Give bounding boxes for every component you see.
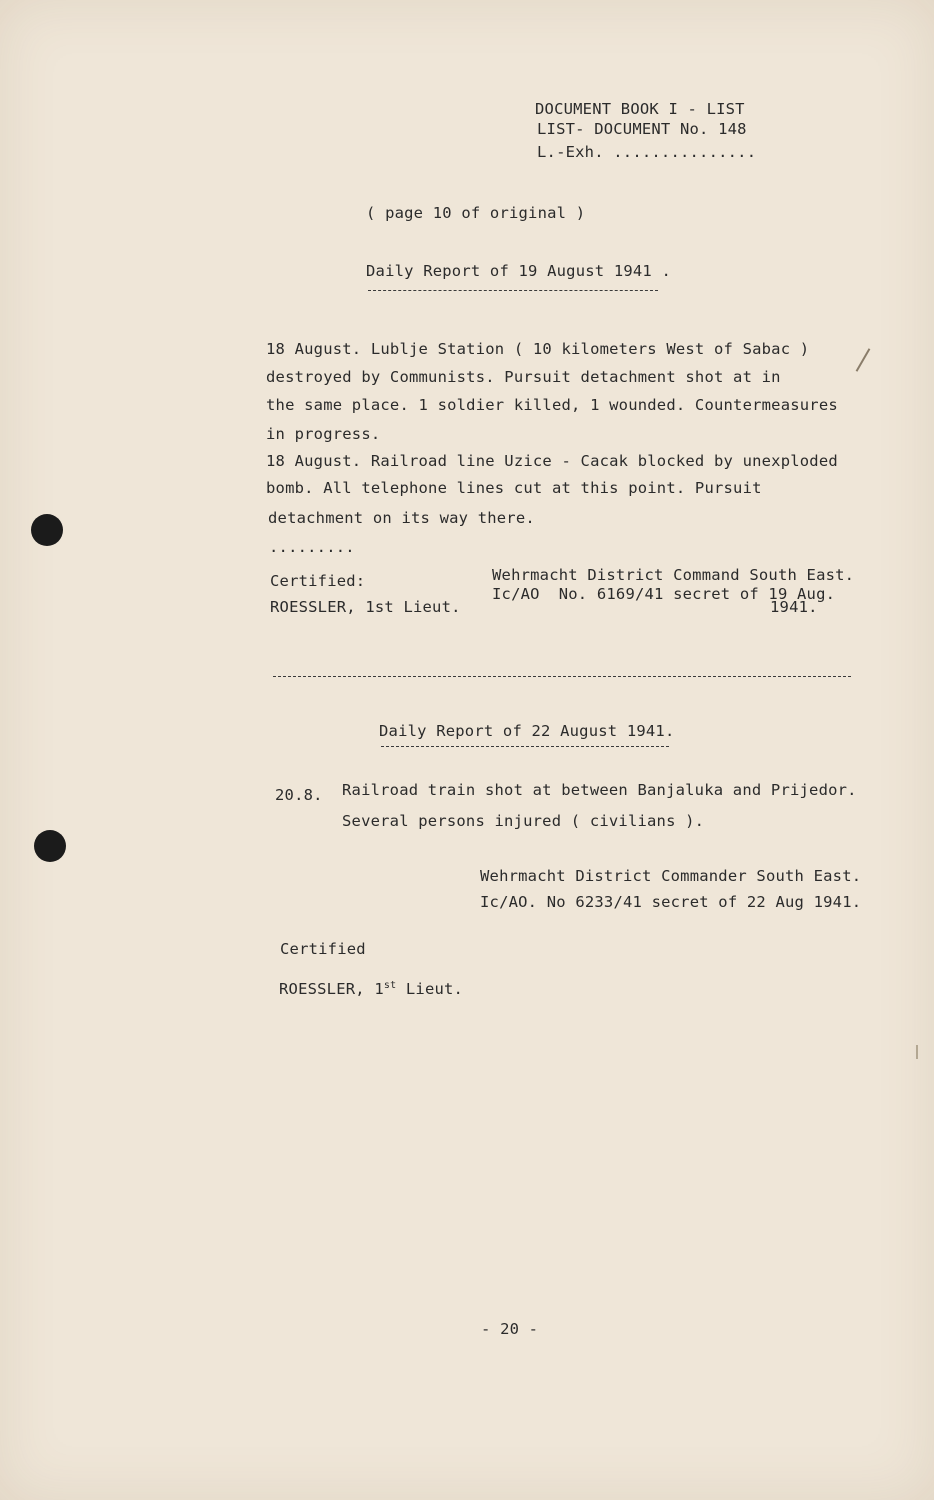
report1-line-7: detachment on its way there. — [268, 509, 535, 527]
report1-title: Daily Report of 19 August 1941 . — [366, 262, 672, 280]
report2-signer-rank-num: 1 — [374, 980, 384, 999]
report2-title: Daily Report of 22 August 1941. — [379, 722, 675, 740]
report2-signer-rank-sup: st — [383, 980, 397, 991]
report1-line-5: 18 August. Railroad line Uzice - Cacak blocked by unexploded — [266, 452, 838, 470]
edge-mark — [916, 1045, 918, 1059]
report2-line-2: Several persons injured ( civilians ). — [342, 812, 705, 830]
report1-line-6: bomb. All telephone lines cut at this point. Pursuit — [266, 479, 762, 497]
report2-command-line-2: Ic/AO. No 6233/41 secret of 22 Aug 1941. — [480, 893, 862, 911]
doc-number-line: LIST- DOCUMENT No. 148 — [537, 120, 747, 138]
report2-line-1: Railroad train shot at between Banjaluka and Prijedor. — [342, 781, 857, 799]
report1-signer: ROESSLER, 1st Lieut. — [270, 598, 461, 616]
report1-command-line-2: Ic/AO No. 6169/41 secret of 19 Aug. — [492, 585, 836, 603]
page-reference: ( page 10 of original ) — [366, 204, 586, 222]
pen-mark — [856, 348, 871, 372]
report1-certified: Certified: — [270, 572, 366, 590]
exhibit-line: L.-Exh. ............... — [537, 143, 757, 161]
binder-hole-bottom — [34, 830, 66, 862]
report2-signer-rank: Lieut. — [405, 980, 464, 999]
page-number: - 20 - — [481, 1320, 539, 1338]
report2-certified: Certified — [280, 940, 366, 958]
report1-line-1: 18 August. Lublje Station ( 10 kilometers West of Sabac ) — [266, 340, 810, 358]
report2-signer — [279, 980, 463, 998]
report1-title-underline — [368, 290, 658, 291]
report2-signer-name: ROESSLER, — [279, 980, 365, 999]
report1-command-line-1: Wehrmacht District Command South East. — [492, 566, 855, 584]
report2-title-underline — [381, 746, 669, 747]
section-divider — [273, 676, 851, 677]
report2-command-line-1: Wehrmacht District Commander South East. — [480, 867, 862, 885]
report2-date: 20.8. — [275, 786, 323, 804]
report1-line-3: the same place. 1 soldier killed, 1 wounded. Countermeasures — [266, 396, 838, 414]
report1-line-4: in progress. — [266, 425, 381, 443]
report1-ellipsis: ......... — [269, 538, 355, 556]
doc-book-line: DOCUMENT BOOK I - LIST — [535, 100, 745, 118]
report1-command-line-3: 1941. — [770, 598, 818, 616]
binder-hole-top — [31, 514, 63, 546]
report1-line-2: destroyed by Communists. Pursuit detachment shot at in — [266, 368, 781, 386]
